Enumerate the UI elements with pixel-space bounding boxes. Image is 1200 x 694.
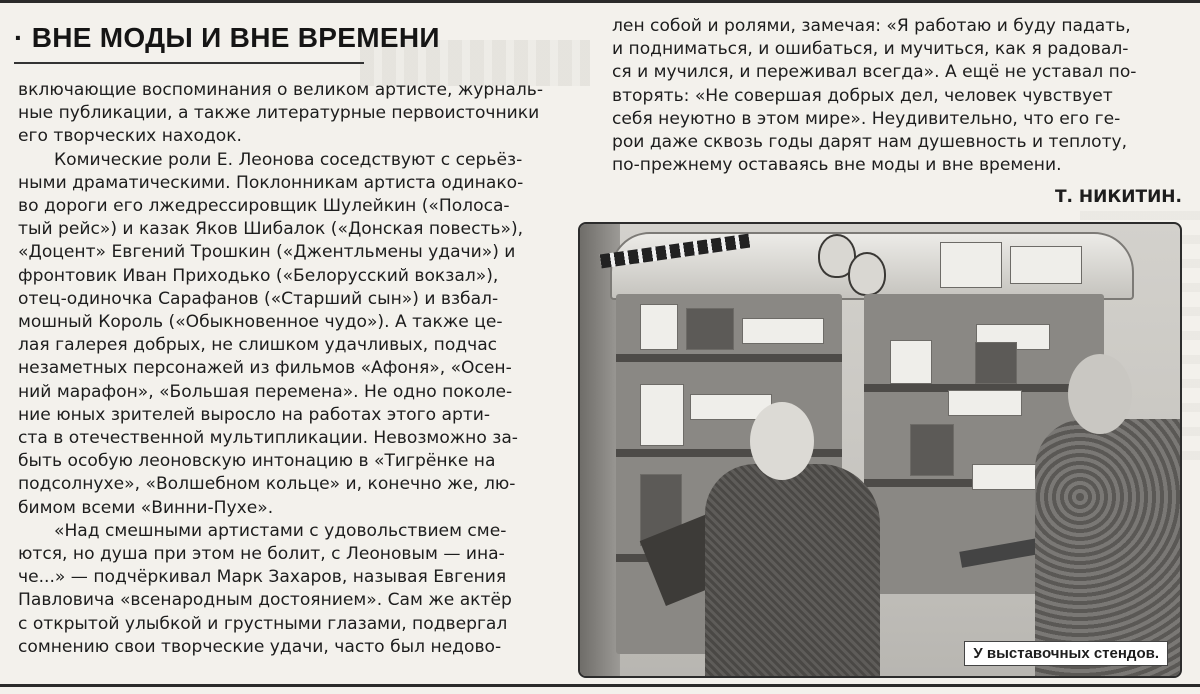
text-line: незаметных персонажей из фильмов «Афоня», «Осен- — [18, 358, 512, 379]
top-rule — [0, 0, 1200, 3]
librarian-figure — [1035, 419, 1182, 678]
visitor-head — [750, 402, 814, 480]
theatre-mask-icon — [848, 252, 886, 296]
librarian-head — [1068, 354, 1132, 434]
text-line: рои даже сквозь годы дарят нам душевность и теплоту, — [612, 132, 1128, 153]
text-line: отец-одиночка Сарафанов («Старший сын») и взбал- — [18, 288, 499, 309]
book-cover — [640, 304, 678, 350]
text-line: мошный Король («Обыкновенное чудо»). А также це- — [18, 312, 503, 333]
text-line: во дороги его лжедрессировщик Шулейкин («Полоса- — [18, 196, 510, 217]
exhibit-poster — [940, 242, 1002, 288]
text-line: ние юных зрителей выросло на работах этого арти- — [18, 404, 491, 425]
text-line: «Доцент» Евгений Трошкин («Джентльмены удачи») и — [18, 242, 516, 263]
exhibit-label-card — [742, 318, 824, 344]
text-line: Павловича «всенародным достоянием». Сам же актёр — [18, 590, 512, 611]
text-line: ными драматическими. Поклонникам артиста одинако- — [18, 172, 524, 193]
photo-caption: У выставочных стендов. — [964, 641, 1168, 666]
text-line: «Над смешными артистами с удовольствием сме- — [54, 520, 507, 541]
article-headline: · ВНЕ МОДЫ И ВНЕ ВРЕМЕНИ — [14, 22, 440, 53]
text-line: быть особую леоновскую интонацию в «Тигрёнке на — [18, 451, 496, 472]
text-line: че...» — подчёркивал Марк Захаров, называя Евгения — [18, 567, 507, 588]
text-line: тый рейс») и казак Яков Шибалок («Донская повесть»), — [18, 219, 524, 240]
text-line: вторять: «Не совершая добрых дел, человек чувствует — [612, 85, 1113, 106]
text-line: с открытой улыбкой и грустными глазами, подвергал — [18, 613, 508, 634]
book-cover — [975, 342, 1017, 384]
book-cover — [686, 308, 734, 350]
exhibit-label-card — [948, 390, 1022, 416]
text-line: бимом всеми «Винни-Пухе». — [18, 497, 274, 518]
text-line: лен собой и ролями, замечая: «Я работаю и буду падать, — [612, 16, 1131, 36]
article-left-column — [18, 79, 588, 659]
text-line: его творческих находок. — [18, 126, 242, 147]
book-cover — [890, 340, 932, 384]
text-line: и подниматься, и ошибаться, и мучиться, как я радовал- — [612, 39, 1129, 60]
text-line: лая галерея добрых, не слишком удачливых, подчас — [18, 335, 498, 356]
exhibit-poster — [1010, 246, 1082, 284]
text-line: себя неуютно в этом мире». Неудивительно, что его ге- — [612, 108, 1121, 129]
text-line: Комические роли Е. Леонова соседствуют с серьёз- — [54, 149, 523, 170]
book-cover — [640, 384, 684, 446]
text-line: подсолнухе», «Волшебном кольце» и, конечно же, лю- — [18, 474, 516, 495]
headline-underline — [14, 62, 364, 64]
bottom-rule — [0, 684, 1200, 687]
text-line: фронтовик Иван Приходько («Белорусский вокзал»), — [18, 265, 499, 286]
article-right-column — [612, 15, 1187, 177]
text-line: сомнению свои творческие удачи, часто был недово- — [18, 636, 502, 657]
text-line: ные публикации, а также литературные первоисточники — [18, 103, 540, 124]
text-line: по-прежнему оставаясь вне моды и вне времени. — [612, 155, 1062, 176]
text-line: ются, но душа при этом не болит, с Леоновым — ина- — [18, 544, 505, 565]
book-cover — [910, 424, 954, 476]
author-byline: Т. НИКИТИН. — [1054, 187, 1182, 207]
exhibition-photo — [578, 222, 1182, 678]
shelf — [616, 354, 842, 362]
text-line: включающие воспоминания о великом артисте, журналь- — [18, 80, 544, 100]
text-line: ста в отечественной мультипликации. Невозможно за- — [18, 428, 518, 449]
text-line: ний марафон», «Большая перемена». Не одно поколе- — [18, 381, 513, 402]
text-line: ся и мучился, и переживал всегда». А ещё не уставал по- — [612, 62, 1137, 83]
visitor-figure — [705, 464, 880, 678]
